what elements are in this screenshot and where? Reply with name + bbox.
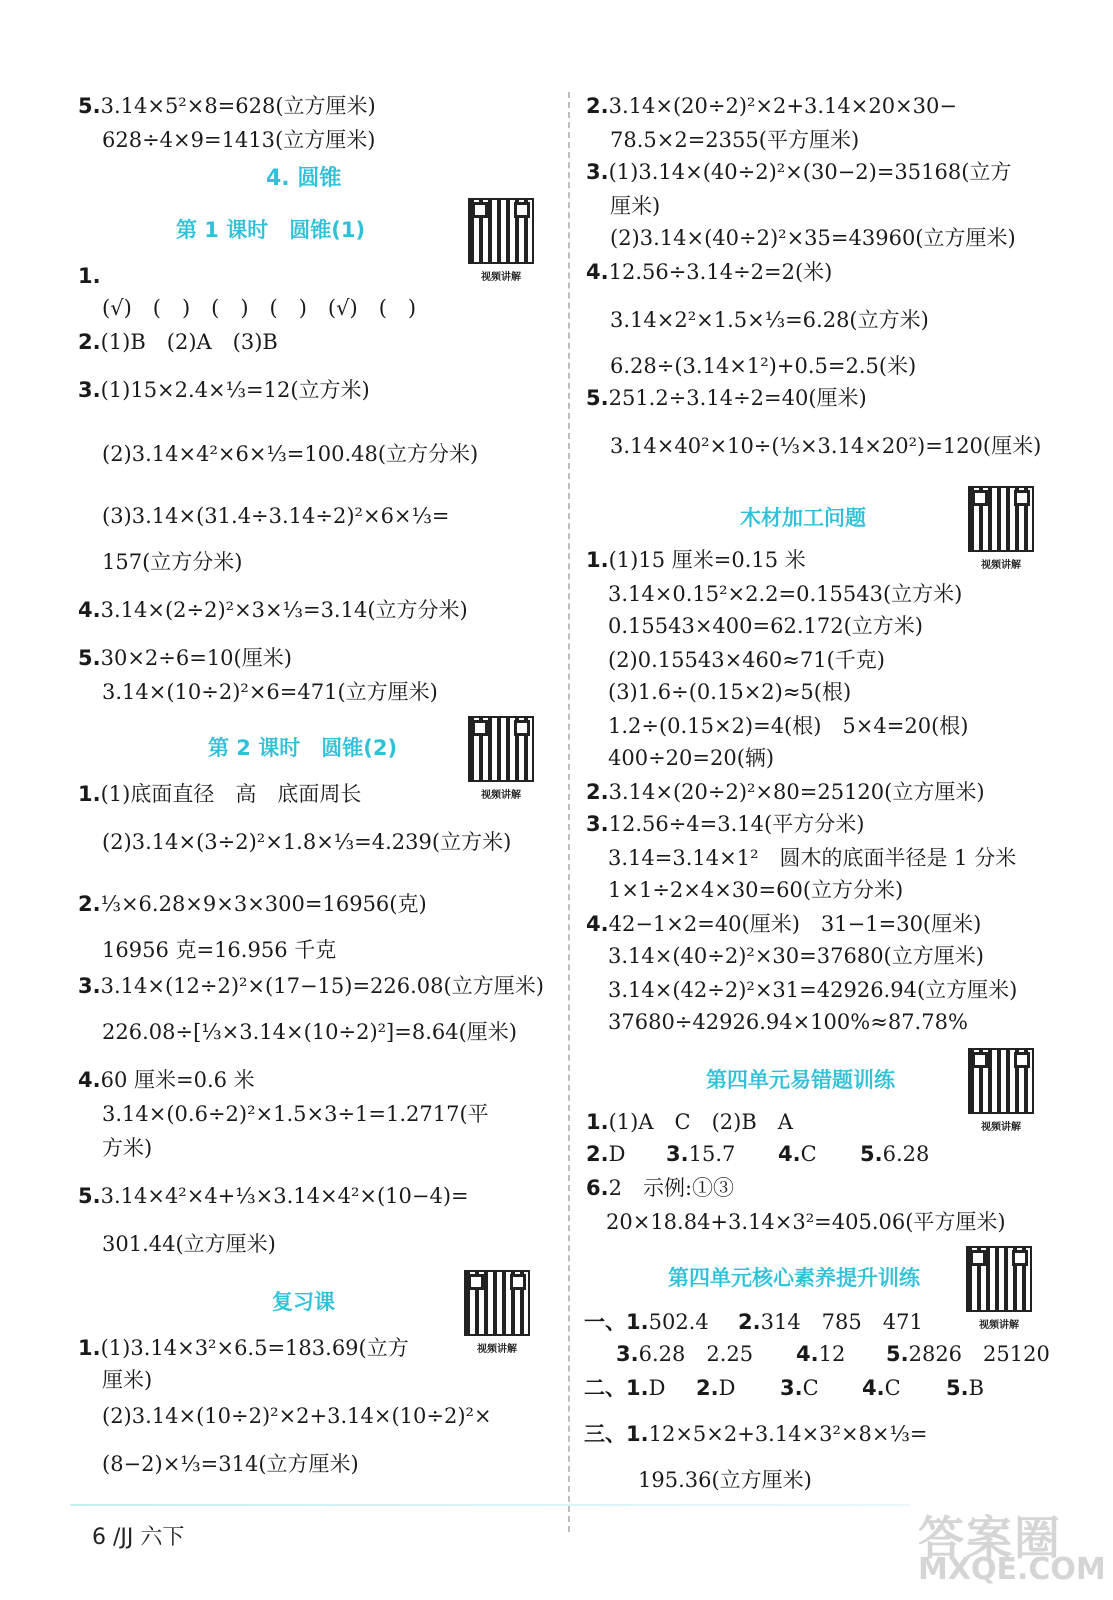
answer-line: 3.6.28 2.25	[616, 1342, 754, 1366]
lesson-heading: 复习课	[272, 1290, 335, 1314]
answer-line: 3.14×(40÷2)²×30=37680(立方厘米)	[608, 944, 984, 968]
answer-line: 5.2826 25120	[886, 1342, 1050, 1366]
lesson-heading: 第四单元核心素养提升训练	[668, 1266, 920, 1290]
answer-line: 157(立方分米)	[102, 550, 243, 574]
qr-code[interactable]	[468, 716, 534, 801]
answer-line: 16956 克=16.956 千克	[102, 938, 337, 962]
answer-line: 3.14×0.15²×2.2=0.15543(立方米)	[608, 582, 963, 606]
answer-line: (2)3.14×4²×6×⅓=100.48(立方分米)	[102, 442, 479, 466]
qr-caption: 视频讲解	[481, 272, 521, 283]
answer-line: 二、1.D	[584, 1376, 666, 1400]
answer-line: 3.15.7	[666, 1142, 736, 1166]
answer-line: 5.B	[946, 1376, 985, 1400]
answer-line: 厘米)	[610, 194, 661, 218]
answer-line: 方米)	[102, 1136, 153, 1160]
answer-line: 一、1.502.4	[584, 1310, 709, 1334]
qr-code-icon	[968, 1048, 1034, 1114]
answer-line: 2.314 785 471	[738, 1310, 923, 1334]
answer-line: 三、1.12×5×2+3.14×3²×8×⅓=	[584, 1422, 928, 1446]
answer-line: 4.3.14×(2÷2)²×3×⅓=3.14(立方分米)	[78, 598, 468, 622]
answer-line: 3.14×(42÷2)²×31=42926.94(立方厘米)	[608, 978, 1018, 1002]
answer-line: 3.3.14×(12÷2)²×(17−15)=226.08(立方厘米)	[78, 974, 544, 998]
answer-line: 78.5×2=2355(平方厘米)	[610, 128, 860, 152]
answer-line: 1.(1)15 厘米=0.15 米	[586, 548, 806, 572]
answer-line: (2)3.14×(10÷2)²×2+3.14×(10÷2)²×	[102, 1404, 492, 1428]
qr-caption: 视频讲解	[981, 560, 1021, 571]
answer-line: (√) ( ) ( ) ( ) (√) ( )	[102, 296, 417, 320]
answer-line: 1×1÷2×4×30=60(立方分米)	[608, 878, 904, 902]
answer-line: 4.C	[862, 1376, 901, 1400]
answer-line: 3.14×(10÷2)²×6=471(立方厘米)	[102, 680, 438, 704]
answer-line: 5.251.2÷3.14÷2=40(厘米)	[586, 386, 867, 410]
answer-line: 1.(1)3.14×3²×6.5=183.69(立方	[78, 1336, 409, 1360]
page-footer	[0, 1500, 1113, 1600]
watermark-url: MXQE.COM	[918, 1552, 1106, 1587]
qr-code[interactable]	[464, 1270, 530, 1355]
qr-caption: 视频讲解	[979, 1320, 1019, 1331]
answer-line: 1.(1)A C (2)B A	[586, 1110, 793, 1134]
answer-line: 4.60 厘米=0.6 米	[78, 1068, 255, 1092]
qr-code[interactable]	[968, 1048, 1034, 1133]
answer-line: 20×18.84+3.14×3²=405.06(平方厘米)	[606, 1210, 1006, 1234]
answer-line: 3.(1)3.14×(40÷2)²×(30−2)=35168(立方	[586, 160, 1012, 184]
qr-code-icon	[968, 486, 1034, 552]
column-divider	[568, 92, 570, 1532]
answer-line: 2.D	[696, 1376, 736, 1400]
answer-line: 2.D	[586, 1142, 626, 1166]
answer-line: 4.C	[778, 1142, 817, 1166]
answer-line: 400÷20=20(辆)	[608, 746, 775, 770]
answer-line: (3)1.6÷(0.15×2)≈5(根)	[608, 680, 852, 704]
answer-line: (3)3.14×(31.4÷3.14÷2)²×6×⅓=	[102, 504, 450, 528]
answer-line: 厘米)	[102, 1368, 153, 1392]
qr-code-icon	[468, 716, 534, 782]
page-number: 6 /JJ 六下	[92, 1525, 185, 1550]
lesson-heading: 第 1 课时 圆锥(1)	[176, 218, 366, 242]
lesson-heading: 第 2 课时 圆锥(2)	[208, 736, 398, 760]
watermark-logo: 答案圈	[918, 1511, 1062, 1565]
qr-code-icon	[966, 1246, 1032, 1312]
answer-line: 3.(1)15×2.4×⅓=12(立方米)	[78, 378, 370, 402]
answer-line: (8−2)×⅓=314(立方厘米)	[102, 1452, 359, 1476]
answer-line: 2.(1)B (2)A (3)B	[78, 330, 278, 354]
answer-line: 5.3.14×4²×4+⅓×3.14×4²×(10−4)=	[78, 1184, 469, 1208]
answer-line: 1.(1)底面直径 高 底面周长	[78, 782, 362, 806]
answer-line: 1.2÷(0.15×2)=4(根) 5×4=20(根)	[608, 714, 969, 738]
answer-line: 1.	[78, 264, 101, 288]
qr-code-icon	[468, 198, 534, 264]
answer-line: (2)0.15543×460≈71(千克)	[608, 648, 885, 672]
answer-line: (2)3.14×(40÷2)²×35=43960(立方厘米)	[610, 226, 1016, 250]
answer-line: 4.42−1×2=40(厘米) 31−1=30(厘米)	[586, 912, 982, 936]
answer-line: 628÷4×9=1413(立方厘米)	[102, 128, 376, 152]
answer-line: 0.15543×400=62.172(立方米)	[608, 614, 923, 638]
answer-line: 37680÷42926.94×100%≈87.78%	[608, 1010, 968, 1034]
qr-code[interactable]	[968, 486, 1034, 571]
answer-line: 2.3.14×(20÷2)²×2+3.14×20×30−	[586, 94, 957, 118]
qr-code-icon	[464, 1270, 530, 1336]
answer-line: 3.14×(0.6÷2)²×1.5×3÷1=1.2717(平	[102, 1102, 489, 1126]
qr-caption: 视频讲解	[981, 1122, 1021, 1133]
answer-line: 195.36(立方厘米)	[638, 1468, 812, 1492]
answer-line: 3.14×40²×10÷(⅓×3.14×20²)=120(厘米)	[610, 434, 1042, 458]
answer-line: 3.14=3.14×1² 圆木的底面半径是 1 分米	[608, 846, 1017, 870]
lesson-heading: 木材加工问题	[740, 506, 866, 530]
footer-rule	[70, 1504, 910, 1506]
answer-line: 4.12	[796, 1342, 846, 1366]
answer-line: 4.12.56÷3.14÷2=2(米)	[586, 260, 833, 284]
answer-line: 301.44(立方厘米)	[102, 1232, 276, 1256]
answer-line: 3.14×2²×1.5×⅓=6.28(立方米)	[610, 308, 929, 332]
answer-line: 3.C	[780, 1376, 819, 1400]
answer-line: 5.3.14×5²×8=628(立方厘米)	[78, 94, 376, 118]
qr-code[interactable]	[966, 1246, 1032, 1331]
answer-line: (2)3.14×(3÷2)²×1.8×⅓=4.239(立方米)	[102, 830, 512, 854]
answer-line: 3.12.56÷4=3.14(平方分米)	[586, 812, 865, 836]
answer-line: 6.28÷(3.14×1²)+0.5=2.5(米)	[610, 354, 917, 378]
answer-line: 5.30×2÷6=10(厘米)	[78, 646, 292, 670]
answer-line: 2.3.14×(20÷2)²×80=25120(立方厘米)	[586, 780, 985, 804]
answer-line: 6.2 示例:①③	[586, 1176, 735, 1200]
answer-line: 226.08÷[⅓×3.14×(10÷2)²]=8.64(厘米)	[102, 1020, 517, 1044]
qr-caption: 视频讲解	[481, 790, 521, 801]
lesson-heading: 第四单元易错题训练	[706, 1068, 895, 1092]
answer-line: 2.⅓×6.28×9×3×300=16956(克)	[78, 892, 427, 916]
qr-caption: 视频讲解	[477, 1344, 517, 1355]
answer-line: 5.6.28	[860, 1142, 930, 1166]
qr-code[interactable]	[468, 198, 534, 283]
section-title: 4. 圆锥	[266, 166, 342, 191]
